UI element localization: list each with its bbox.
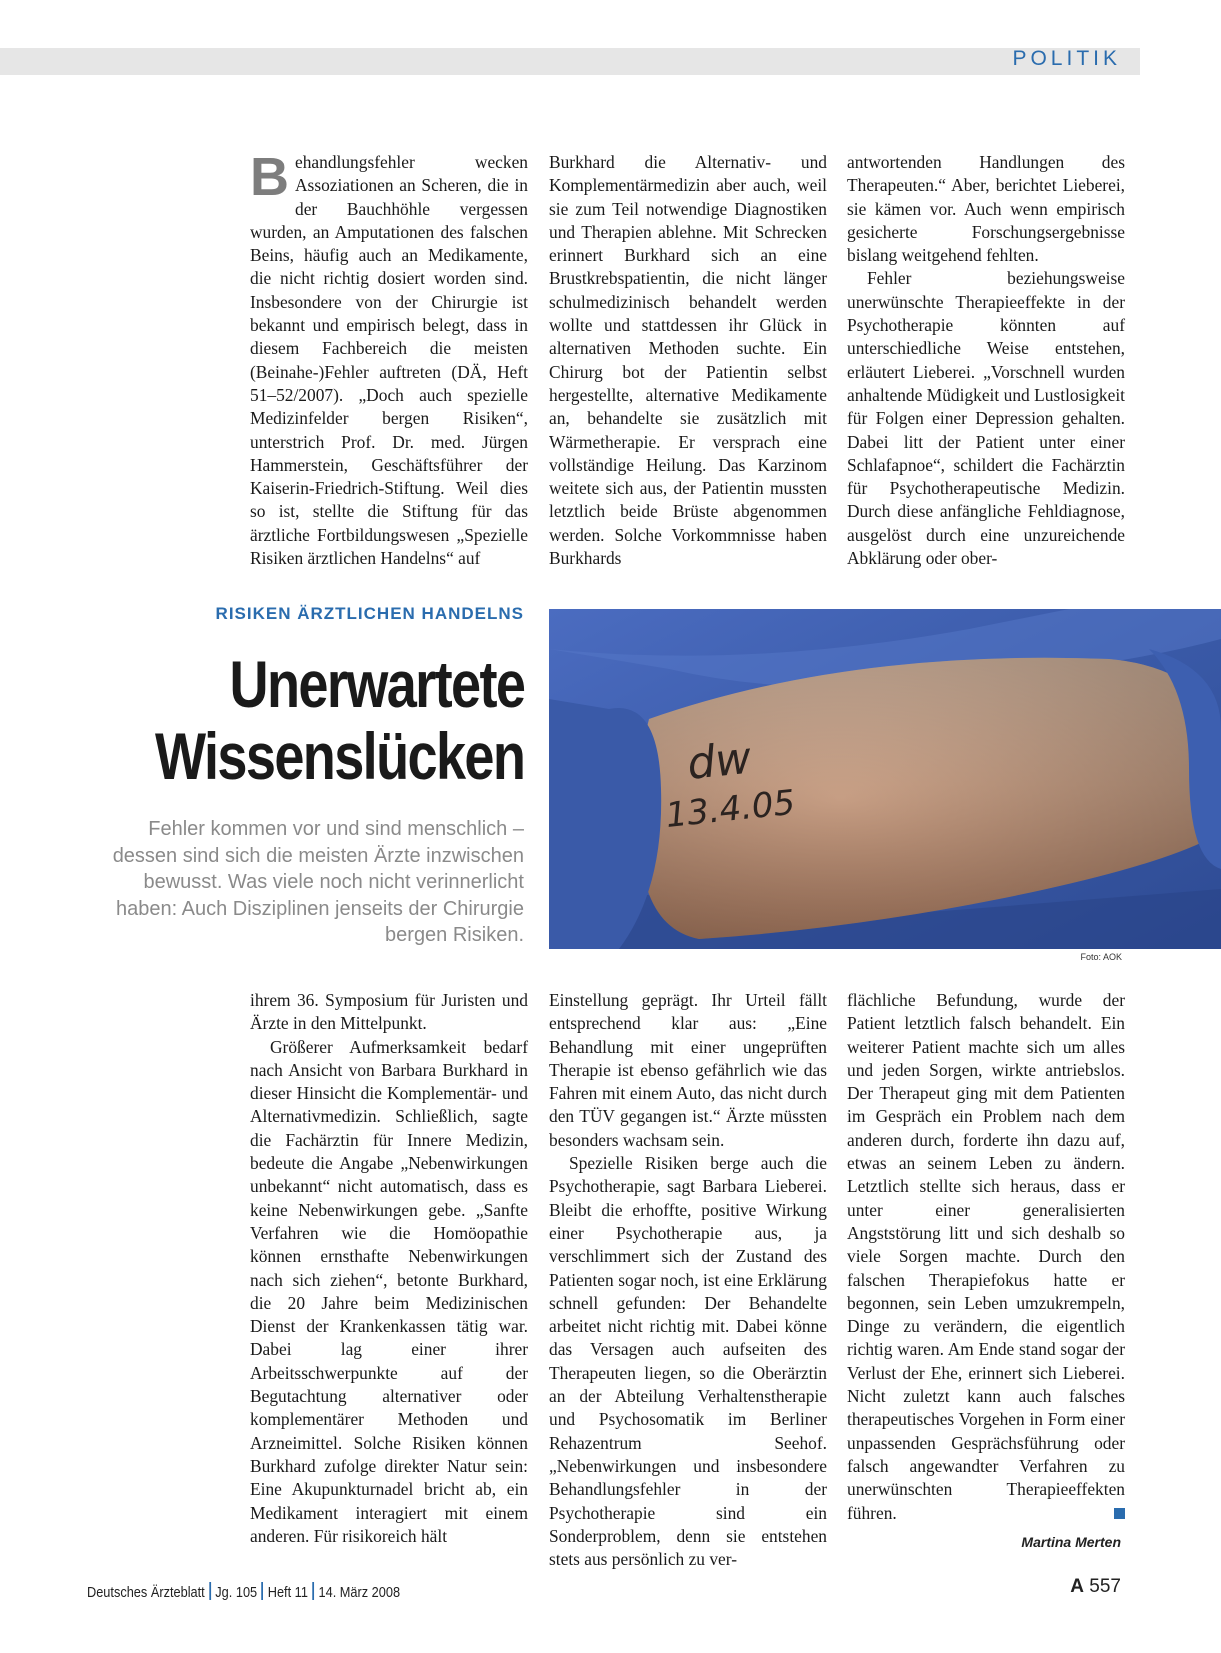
headline-line: Wissenslücken [154, 719, 524, 793]
journal-name: Deutsches Ärzteblatt [87, 1585, 205, 1601]
lead-text: Fehler kommen vor und sind menschlich – dessen sind sich die meisten Ärzte inzwischen bewusst. Was viele noch nicht verinnerlicht haben: Auch Disziplinen jenseits der Chirurgie bergen Risiken. [112, 818, 524, 946]
photo-credit: Foto: AOK [1080, 952, 1122, 962]
body-paragraph: Größerer Aufmerksamkeit bedarf nach Ansicht von Barbara Burkhard in dieser Hinsicht die Komplementär- und Alternativmedizin. Schließlich, sagte die Fachärztin für Innere Medizin, bedeute die Angabe „Nebenwirkungen unbekannt“ nicht automatisch, dass es keine Nebenwirkungen gebe. „Sanfte Verfahren wie die Homöopathie können ernsthafte Nebenwirkungen nach sich ziehen“, betonte Burkhard, die 20 Jahre beim Medizinischen Dienst der Krankenkassen tätig war. Dabei lag einer ihrer Arbeitsschwerpunkte auf der Begutachtung alternativer oder komplementärer Methoden und Arzneimittel. Solche Risiken können Burkhard zufolge direkter Natur sein: Eine Akupunkturnadel bricht ab, ein Medikament interagiert mit einem anderen. Für risikoreich hält [250, 1036, 528, 1546]
arm-marking-date: 13.4.05 [663, 782, 798, 836]
body-paragraph: Fehler beziehungsweise unerwünschte Therapieeffekte in der Psychotherapie könnten auf unterschiedliche Weise entstehen, erläutert Lieberei. „Vorschnell wurden anhaltende Müdigkeit und Lustlosigkeit für Folgen einer Depression gehalten. Dabei litt der Patient unter einer Schlafapnoe“, schildert die Fachärztin für Psychotherapeutische Medizin. Durch diese anfängliche Fehldiagnose, ausgelöst durch eine unzureichende Abklärung oder ober- [847, 268, 1125, 569]
body-paragraph: antwortenden Handlungen des Therapeuten.“ Aber, berichtet Lieberei, sie kämen vor. Auch wenn empirisch gesicherte Forschungsergebnisse bislang weitgehend fehlten. [847, 152, 1125, 266]
journal-volume: Jg. 105 [215, 1585, 258, 1601]
end-of-article-square-icon [1114, 1508, 1125, 1519]
top-column-1 [250, 147, 528, 570]
article-photo [549, 609, 1221, 949]
top-column-2 [549, 151, 827, 570]
footer-citation [87, 1582, 400, 1601]
body-paragraph: ehandlungsfehler wecken Assoziationen an Scheren, die in der Bauchhöhle vergessen wurden, an Amputationen des falschen Beins, häufig auch an Medikamente, die nicht richtig dosiert worden sind. Insbesondere von der Chirurgie ist bekannt und empirisch belegt, dass in diesem Fachbereich die meisten (Beinahe-)Fehler auftreten (DÄ, Heft 51–52/2007). „Doch auch spezielle Medizinfelder bergen Risiken“, unterstrich Prof. Dr. med. Jürgen Hammerstein, Geschäftsführer der Kaiserin-Friedrich-Stiftung. Weil dies so ist, stellte die Stiftung für das ärztliche Fortbildungswesen „Spezielle Risiken ärztlichen Handelns“ auf [250, 152, 528, 569]
journal-date: 14. März 2008 [318, 1585, 401, 1601]
footer-separator [262, 1582, 264, 1600]
page-number-value: 557 [1089, 1576, 1121, 1597]
body-paragraph: ihrem 36. Symposium für Juristen und Ärzte in den Mittelpunkt. [250, 990, 528, 1034]
journal-issue: Heft 11 [267, 1585, 308, 1601]
bottom-column-2 [549, 989, 827, 1571]
footer-separator [209, 1582, 211, 1600]
bottom-column-1 [250, 989, 528, 1548]
footer-separator [312, 1582, 314, 1600]
body-paragraph: Einstellung geprägt. Ihr Urteil fällt entsprechend klar aus: „Eine Behandlung mit einer ungeprüften Therapie ist ebenso gefährlich wie das Fahren mit einem Auto, das nicht durch den TÜV gegangen ist.“ Ärzte müssten besonders wachsam sein. [549, 990, 827, 1150]
header-bar [0, 48, 1140, 75]
author-byline: Martina Merten [1021, 1534, 1121, 1550]
body-paragraph: flächliche Befundung, wurde der Patient letztlich falsch behandelt. Ein weiterer Patient machte sich um alles und jeden Sorgen, wirkte antriebslos. Der Therapeut ging mit dem Patienten im Gespräch ein Problem nach dem anderen durch, forderte ihn dazu auf, etwas an seinem Leben zu ändern. Letztlich stellte sich heraus, dass er unter einer generalisierten Angststörung litt und sich deshalb so viele Sorgen machte. Durch den falschen Therapiefokus hatte er begonnen, sein Leben umzukrempeln, Dinge zu verändern, die eigentlich richtig waren. Am Ende stand sogar der Verlust der Ehe, erinnert sich Lieberei. Nicht zuletzt kann auch falsches therapeutisches Vorgehen in Form einer unpassenden Gesprächsführung oder falsch angewandter Verfahren zu unerwünschten Therapieeffekten führen. [847, 990, 1125, 1523]
headline-line: Unerwartete [229, 647, 524, 721]
kicker: RISIKEN ÄRZTLICHEN HANDELNS [215, 604, 524, 623]
page-number [1070, 1576, 1121, 1598]
drop-cap: B [250, 147, 289, 207]
body-paragraph: Burkhard die Alternativ- und Komplementärmedizin aber auch, weil sie zum Teil notwendige Diagnostiken und Therapien ablehne. Mit Schrecken erinnert Burkhard sich an eine Brustkrebspatientin, die nicht länger schulmedizinisch behandelt werden wollte und stattdessen ihr Glück in alternativen Methoden suchte. Ein Chirurg bot der Patientin selbst hergestellte, alternative Medikamente an, behandelte sie zusätzlich mit Wärmetherapie. Er versprach eine vollständige Heilung. Das Karzinom weitete sich aus, der Patientin mussten letztlich beide Brüste abgenommen werden. Solche Vorkommnisse haben Burkhards [549, 152, 827, 569]
arm-marking-initials: dw [684, 732, 754, 790]
arm-photo-illustration [549, 609, 1221, 949]
page-prefix: A [1070, 1576, 1085, 1597]
bottom-column-3 [847, 989, 1125, 1525]
section-label: POLITIK [1012, 47, 1121, 70]
body-paragraph: Spezielle Risiken berge auch die Psychotherapie, sagt Barbara Lieberei. Bleibt die erhoffte, positive Wirkung einer Psychotherapie aus, ja verschlimmert sich der Zustand des Patienten sogar noch, ist eine Erklärung schnell gefunden: Der Behandelte arbeitet nicht richtig mit. Dabei könne das Versagen auch aufseiten des Therapeuten liegen, so die Oberärztin an der Abteilung Verhaltenstherapie und Psychosomatik im Berliner Rehazentrum Seehof. „Nebenwirkungen und insbesondere Behandlungsfehler in der Psychotherapie sind ein Sonderproblem, denn sie entstehen stets aus persönlich zu ver- [549, 1153, 827, 1570]
headline [155, 648, 524, 792]
top-column-3 [847, 151, 1125, 570]
